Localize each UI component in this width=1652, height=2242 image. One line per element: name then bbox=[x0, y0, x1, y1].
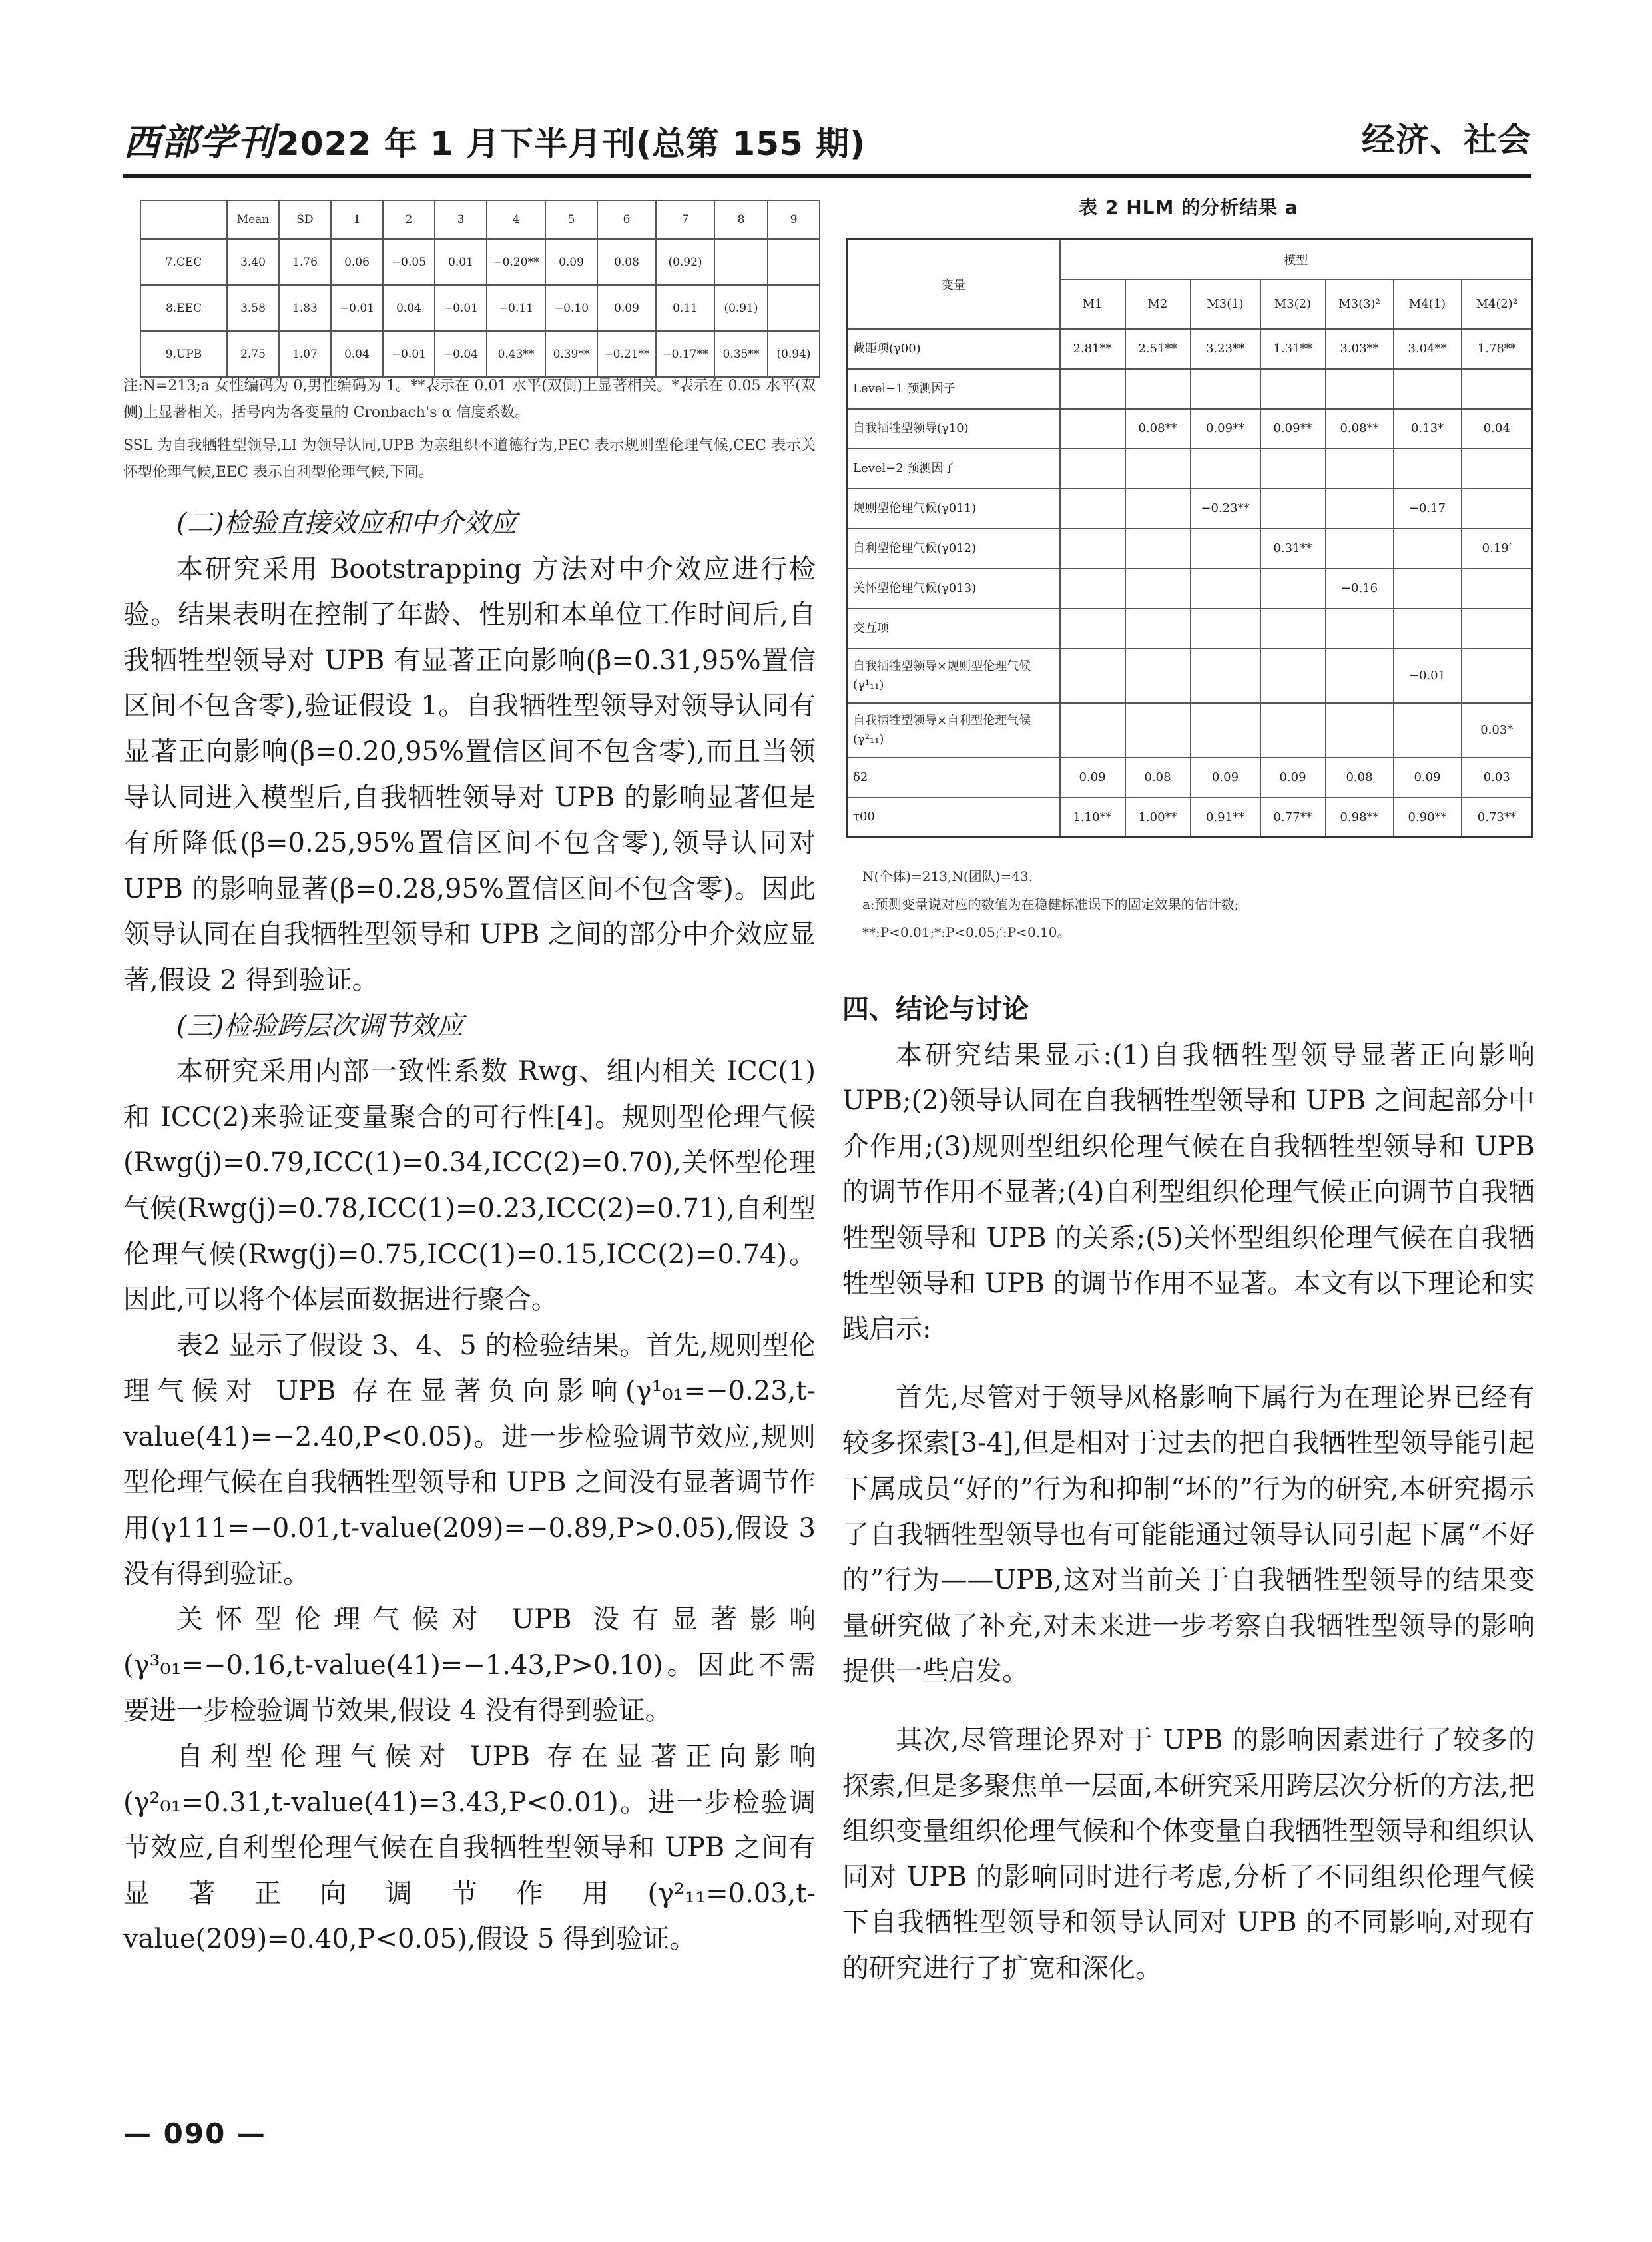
table-cell bbox=[1060, 569, 1125, 609]
row-label: δ2 bbox=[847, 758, 1060, 798]
table-cell: 2.51** bbox=[1125, 329, 1191, 369]
table-cell: 3.04** bbox=[1394, 329, 1462, 369]
table-cell: 0.09 bbox=[1060, 758, 1125, 798]
table-row bbox=[847, 409, 1533, 449]
table-cell bbox=[1326, 529, 1394, 569]
table-cell: 0.09** bbox=[1191, 409, 1260, 449]
paragraph-gap bbox=[842, 1352, 1535, 1375]
paragraph: 自利型伦理气候对 UPB 存在显著正向影响(γ²₀₁=0.31,t-value(41)=3.43,P<0.01)。进一步检验调节效应,自利型伦理气候在自我牺牲型领导和 UPB 之间有显著正向调节作用(γ²₁₁=0.03,t-value(209)=0.40,P<0.05),假设 5 得到验证。 bbox=[123, 1741, 816, 1955]
table-cell bbox=[1060, 369, 1125, 409]
table-cell: −0.05 bbox=[383, 239, 435, 285]
model-label: M3(3)² bbox=[1326, 280, 1394, 329]
table-row bbox=[140, 239, 820, 285]
header-cell: 5 bbox=[545, 200, 597, 239]
table-cell: 0.04 bbox=[1462, 409, 1533, 449]
table-cell: 0.19′ bbox=[1462, 529, 1533, 569]
model-label: M4(1) bbox=[1394, 280, 1462, 329]
table-row bbox=[847, 649, 1533, 703]
header-cell: 6 bbox=[597, 200, 656, 239]
table2-caption: 表 2 HLM 的分析结果 a bbox=[1079, 196, 1298, 218]
paragraph: 本研究采用 Bootstrapping 方法对中介效应进行检验。结果表明在控制了年龄、性别和本单位工作时间后,自我牺牲型领导对 UPB 有显著正向影响(β=0.31,95%置信区间不包含零),验证假设 1。自我牺牲型领导对领导认同有显著正向影响(β=0.20,95%置信区间不包含零),而且当领导认同进入模型后,自我牺牲领导对 UPB 的影响显著但是有所降低(β=0.25,95%置信区间不包含零),领导认同对 UPB 的影响显著(β=0.28,95%置信区间不包含零)。因此领导认同在自我牺牲型领导和 UPB 之间的部分中介效应显著,假设 2 得到验证。 bbox=[123, 553, 816, 995]
table-cell bbox=[1394, 529, 1462, 569]
table-row bbox=[847, 329, 1533, 369]
table-cell bbox=[768, 239, 820, 285]
table-cell: 0.09** bbox=[1260, 409, 1326, 449]
table-cell bbox=[1326, 703, 1394, 758]
table-cell: 0.08 bbox=[1326, 758, 1394, 798]
table-cell: 2.75 bbox=[227, 331, 279, 377]
table-cell bbox=[1326, 649, 1394, 703]
table-cell: 0.09 bbox=[597, 285, 656, 331]
table-cell: −0.21** bbox=[597, 331, 656, 377]
table-cell: −0.17 bbox=[1394, 489, 1462, 529]
table-row bbox=[847, 449, 1533, 489]
table-cell: (0.94) bbox=[768, 331, 820, 377]
table-cell: 0.01 bbox=[435, 239, 487, 285]
table-cell bbox=[714, 239, 768, 285]
table-cell bbox=[1060, 703, 1125, 758]
paragraph: 首先,尽管对于领导风格影响下属行为在理论界已经有较多探索[3-4],但是相对于过去的把自我牺牲型领导能引起下属成员“好的”行为和抑制“坏的”行为的研究,本研究揭示了自我牺牲型领导也有可能能通过领导认同引起下属“不好的”行为——UPB,这对当前关于自我牺牲型领导的结果变量研究做了补充,对未来进一步考察自我牺牲型领导的影响提供一些启发。 bbox=[842, 1382, 1535, 1687]
table-cell: 0.39** bbox=[545, 331, 597, 377]
table-cell: −0.01 bbox=[1394, 649, 1462, 703]
table1-abbreviations: SSL 为自我牺牲型领导,LI 为领导认同,UPB 为亲组织不道德行为,PEC 表示规则型伦理气候,CEC 表示关怀型伦理气候,EEC 表示自利型伦理气候,下同。 bbox=[123, 437, 816, 481]
variable-header: 变量 bbox=[847, 240, 1060, 329]
table-cell bbox=[1394, 569, 1462, 609]
table-cell bbox=[1191, 449, 1260, 489]
table-cell bbox=[1260, 569, 1326, 609]
table-cell bbox=[1260, 489, 1326, 529]
table-cell: 0.31** bbox=[1260, 529, 1326, 569]
header-cell bbox=[140, 200, 227, 239]
row-label: 交互项 bbox=[847, 609, 1060, 649]
section-label: 经济、社会 bbox=[1362, 121, 1531, 159]
journal-logo: 西部学刊 bbox=[123, 121, 275, 164]
issue-label: 2022 年 1 月下半月刊(总第 155 期) bbox=[276, 125, 866, 163]
row-label: 规则型伦理气候(γ011) bbox=[847, 489, 1060, 529]
table-cell bbox=[1060, 409, 1125, 449]
table-cell: 0.11 bbox=[656, 285, 714, 331]
table-cell: −0.04 bbox=[435, 331, 487, 377]
table-cell bbox=[1394, 703, 1462, 758]
table-cell: −0.20** bbox=[487, 239, 545, 285]
table-cell: 0.13* bbox=[1394, 409, 1462, 449]
table-cell bbox=[1394, 449, 1462, 489]
table-cell: 3.40 bbox=[227, 239, 279, 285]
table-cell: 8.EEC bbox=[140, 285, 227, 331]
table-cell: −0.16 bbox=[1326, 569, 1394, 609]
model-header: 模型 bbox=[1060, 240, 1533, 280]
table-cell: 0.09 bbox=[1394, 758, 1462, 798]
table-cell: 1.78** bbox=[1462, 329, 1533, 369]
row-label: τ00 bbox=[847, 798, 1060, 838]
table-cell bbox=[1260, 649, 1326, 703]
table-cell: 0.09 bbox=[545, 239, 597, 285]
table-row bbox=[847, 489, 1533, 529]
table-cell bbox=[1260, 703, 1326, 758]
table2-note-a: a:预测变量说对应的数值为在稳健标准误下的固定效果的估计数; bbox=[862, 896, 1239, 912]
row-label: 自我牺牲型领导(γ10) bbox=[847, 409, 1060, 449]
table-cell: 1.76 bbox=[279, 239, 331, 285]
model-label: M4(2)² bbox=[1462, 280, 1533, 329]
table2-notes bbox=[862, 862, 1528, 946]
table-cell: 0.03 bbox=[1462, 758, 1533, 798]
table-cell: 1.31** bbox=[1260, 329, 1326, 369]
table-cell bbox=[1394, 609, 1462, 649]
row-label: 截距项(γ00) bbox=[847, 329, 1060, 369]
header-cell: 3 bbox=[435, 200, 487, 239]
header-cell: 7 bbox=[656, 200, 714, 239]
row-label: Level−1 预测因子 bbox=[847, 369, 1060, 409]
table-cell: (0.92) bbox=[656, 239, 714, 285]
table-cell: −0.11 bbox=[487, 285, 545, 331]
table-cell bbox=[1462, 449, 1533, 489]
section-heading: (二)检验直接效应和中介效应 bbox=[176, 508, 517, 539]
table-cell: 7.CEC bbox=[140, 239, 227, 285]
table-cell: 0.03* bbox=[1462, 703, 1533, 758]
table-cell: 3.03** bbox=[1326, 329, 1394, 369]
table-cell bbox=[1191, 609, 1260, 649]
table-cell bbox=[1125, 609, 1191, 649]
table-cell: (0.91) bbox=[714, 285, 768, 331]
table-header-row bbox=[140, 200, 820, 239]
paragraph: 表2 显示了假设 3、4、5 的检验结果。首先,规则型伦理气候对 UPB 存在显著负向影响(γ¹₀₁=−0.23,t-value(41)=−2.40,P<0.05)。进一步检验调节效应,规则型伦理气候在自我牺牲型领导和 UPB 之间没有显著调节作用(γ111=−0.01,t-value(209)=−0.89,P>0.05),假设 3 没有得到验证。 bbox=[123, 1330, 816, 1589]
table-cell bbox=[1191, 529, 1260, 569]
row-label: Level−2 预测因子 bbox=[847, 449, 1060, 489]
table-cell bbox=[1125, 489, 1191, 529]
table-cell: 0.04 bbox=[383, 285, 435, 331]
table-cell: 0.98** bbox=[1326, 798, 1394, 838]
table-cell bbox=[1125, 649, 1191, 703]
paragraph: 关怀型伦理气候对 UPB 没有显著影响(γ³₀₁=−0.16,t-value(41)=−1.43,P>0.10)。因此不需要进一步检验调节效果,假设 4 没有得到验证。 bbox=[123, 1604, 816, 1727]
model-label: M3(1) bbox=[1191, 280, 1260, 329]
table-cell: 0.04 bbox=[331, 331, 383, 377]
header-cell: 2 bbox=[383, 200, 435, 239]
table-cell: 0.09 bbox=[1191, 758, 1260, 798]
row-label: 自利型伦理气候(γ012) bbox=[847, 529, 1060, 569]
table-cell: 0.90** bbox=[1394, 798, 1462, 838]
table-cell: 0.08** bbox=[1326, 409, 1394, 449]
header-cell: Mean bbox=[227, 200, 279, 239]
table-cell bbox=[1191, 703, 1260, 758]
model-label: M3(2) bbox=[1260, 280, 1326, 329]
table-cell bbox=[1326, 369, 1394, 409]
model-label: M2 bbox=[1125, 280, 1191, 329]
table-row bbox=[847, 703, 1533, 758]
table-row bbox=[847, 758, 1533, 798]
table-cell: 0.73** bbox=[1462, 798, 1533, 838]
table-cell: 0.43** bbox=[487, 331, 545, 377]
table-cell: 0.06 bbox=[331, 239, 383, 285]
model-label: M1 bbox=[1060, 280, 1125, 329]
table-cell bbox=[768, 285, 820, 331]
table-cell bbox=[1060, 529, 1125, 569]
paragraph: 本研究结果显示:(1)自我牺牲型领导显著正向影响 UPB;(2)领导认同在自我牺牲型领导和 UPB 之间起部分中介作用;(3)规则型组织伦理气候在自我牺牲型领导和 UPB 的调节作用不显著;(4)自利型组织伦理气候正向调节自我牺牲型领导和 UPB 的关系;(5)关怀型组织伦理气候在自我牺牲型领导和 UPB 的调节作用不显著。本文有以下理论和实践启示: bbox=[842, 1039, 1535, 1345]
row-label: 自我牺牲型领导×规则型伦理气候(γ¹₁₁) bbox=[847, 649, 1060, 703]
right-column bbox=[842, 987, 1535, 1991]
section-heading: (三)检验跨层次调节效应 bbox=[176, 1010, 464, 1041]
table-cell bbox=[1260, 609, 1326, 649]
hlm-table bbox=[846, 238, 1533, 838]
table-cell: 1.10** bbox=[1060, 798, 1125, 838]
table-cell bbox=[1462, 369, 1533, 409]
table-cell: 1.00** bbox=[1125, 798, 1191, 838]
table-cell: 0.08 bbox=[597, 239, 656, 285]
table-cell bbox=[1462, 609, 1533, 649]
table-cell: 0.35** bbox=[714, 331, 768, 377]
correlation-table bbox=[140, 200, 820, 378]
table-row bbox=[140, 331, 820, 377]
table-cell bbox=[1125, 703, 1191, 758]
journal-issue bbox=[123, 113, 866, 166]
table-row bbox=[140, 285, 820, 331]
table-cell: −0.01 bbox=[435, 285, 487, 331]
table-cell: 0.91** bbox=[1191, 798, 1260, 838]
table-cell bbox=[1462, 649, 1533, 703]
header-cell: 1 bbox=[331, 200, 383, 239]
table-cell bbox=[1462, 569, 1533, 609]
paragraph-gap bbox=[842, 1695, 1535, 1717]
table-cell: 0.08 bbox=[1125, 758, 1191, 798]
table-cell: 2.81** bbox=[1060, 329, 1125, 369]
table-cell bbox=[1191, 569, 1260, 609]
row-label: 关怀型伦理气候(γ013) bbox=[847, 569, 1060, 609]
table-cell: 3.23** bbox=[1191, 329, 1260, 369]
paragraph: 本研究采用内部一致性系数 Rwg、组内相关 ICC(1)和 ICC(2)来验证变量聚合的可行性[4]。规则型伦理气候(Rwg(j)=0.79,ICC(1)=0.34,ICC(2)=0.70),关怀型伦理气候(Rwg(j)=0.78,ICC(1)=0.23,ICC(2)=0.71),自利型伦理气候(Rwg(j)=0.75,ICC(1)=0.15,ICC(2)=0.74)。因此,可以将个体层面数据进行聚合。 bbox=[123, 1056, 816, 1316]
table-cell bbox=[1125, 369, 1191, 409]
table-cell bbox=[1326, 489, 1394, 529]
table-cell: 3.58 bbox=[227, 285, 279, 331]
header-rule bbox=[123, 174, 1531, 178]
table-row bbox=[847, 609, 1533, 649]
table-row bbox=[847, 369, 1533, 409]
table-cell bbox=[1125, 529, 1191, 569]
table-cell: −0.01 bbox=[383, 331, 435, 377]
row-label: 自我牺牲型领导×自利型伦理气候(γ²₁₁) bbox=[847, 703, 1060, 758]
table-cell: 0.09 bbox=[1260, 758, 1326, 798]
table-cell bbox=[1462, 489, 1533, 529]
table-cell bbox=[1326, 609, 1394, 649]
page-header bbox=[123, 107, 1531, 166]
table-cell: −0.10 bbox=[545, 285, 597, 331]
table-cell bbox=[1191, 649, 1260, 703]
page-number: — 090 — bbox=[123, 2117, 266, 2150]
paragraph: 其次,尽管理论界对于 UPB 的影响因素进行了较多的探索,但是多聚焦单一层面,本研究采用跨层次分析的方法,把组织变量组织伦理气候和个体变量自我牺牲型领导和组织认同对 UPB 的影响同时进行考虑,分析了不同组织伦理气候下自我牺牲型领导和领导认同对 UPB 的不同影响,对现有的研究进行了扩宽和深化。 bbox=[842, 1724, 1535, 1984]
table-cell: −0.23** bbox=[1191, 489, 1260, 529]
table-cell bbox=[1260, 369, 1326, 409]
table-cell bbox=[1191, 369, 1260, 409]
table-cell bbox=[1060, 609, 1125, 649]
table-cell: 9.UPB bbox=[140, 331, 227, 377]
table2-note-n: N(个体)=213,N(团队)=43. bbox=[862, 868, 1033, 884]
header-cell: SD bbox=[279, 200, 331, 239]
header-cell: 9 bbox=[768, 200, 820, 239]
table-cell: −0.01 bbox=[331, 285, 383, 331]
left-column bbox=[123, 501, 816, 1962]
table-row bbox=[847, 798, 1533, 838]
table-cell: 1.07 bbox=[279, 331, 331, 377]
table-cell bbox=[1326, 449, 1394, 489]
table-cell bbox=[1125, 569, 1191, 609]
table-row bbox=[847, 529, 1533, 569]
header-cell: 4 bbox=[487, 200, 545, 239]
header-cell: 8 bbox=[714, 200, 768, 239]
table-cell bbox=[1394, 369, 1462, 409]
table-cell bbox=[1260, 449, 1326, 489]
table1-note: 注:N=213;a 女性编码为 0,男性编码为 1。**表示在 0.01 水平(双侧)上显著相关。*表示在 0.05 水平(双侧)上显著相关。括号内为各变量的 Cronbach's α 信度系数。 bbox=[123, 378, 816, 421]
table-cell bbox=[1125, 449, 1191, 489]
table-cell: 0.08** bbox=[1125, 409, 1191, 449]
table-row bbox=[847, 569, 1533, 609]
table-cell: 1.83 bbox=[279, 285, 331, 331]
table-cell bbox=[1060, 649, 1125, 703]
table-cell: −0.17** bbox=[656, 331, 714, 377]
section-heading: 四、结论与讨论 bbox=[842, 994, 1029, 1025]
table-cell: 0.77** bbox=[1260, 798, 1326, 838]
table2-note-p: **:P<0.01;*:P<0.05;′:P<0.10。 bbox=[862, 924, 1071, 940]
table-cell bbox=[1060, 449, 1125, 489]
table-cell bbox=[1060, 489, 1125, 529]
